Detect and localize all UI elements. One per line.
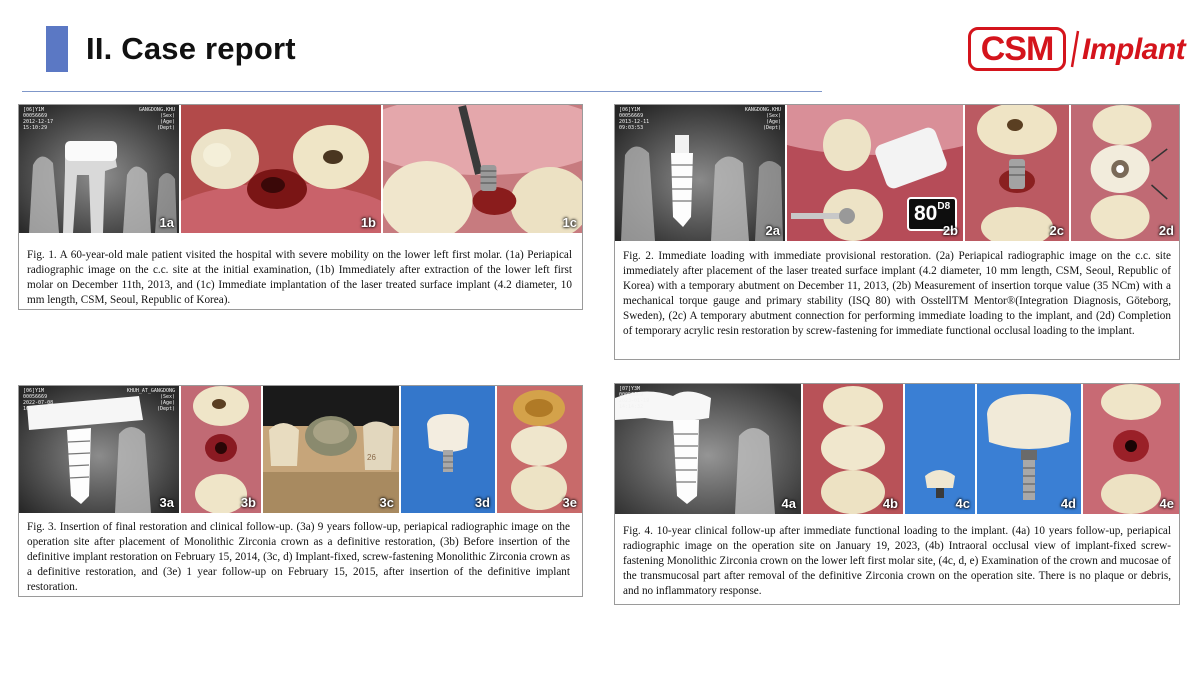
image-label-1a: 1a xyxy=(159,215,174,230)
title-accent-bar xyxy=(46,26,68,72)
xray-1a-info-left: [06]Y1M 00056669 2012-12-17 15:10:29 xyxy=(23,107,54,131)
figure-4b-photo xyxy=(803,384,903,514)
image-label-3a: 3a xyxy=(159,495,174,510)
image-label-4c: 4c xyxy=(955,496,970,511)
isq-unit: D8 xyxy=(937,201,951,212)
figure-3c-photo xyxy=(263,386,399,513)
figure-3-panel xyxy=(18,385,583,597)
figure-1c-photo xyxy=(383,105,582,233)
figure-2a-xray-image xyxy=(615,105,785,241)
image-label-3e: 3e xyxy=(562,495,577,510)
figure-2d-photo xyxy=(1071,105,1179,241)
image-label-2b: 2b xyxy=(942,223,958,238)
figure-3a-xray-image xyxy=(19,386,179,513)
figure-1a-xray-image xyxy=(19,105,179,233)
image-label-2d: 2d xyxy=(1158,223,1174,238)
title-divider xyxy=(22,91,822,92)
csm-implant-logo xyxy=(968,27,1186,75)
image-label-4b: 4b xyxy=(882,496,898,511)
figure-2-caption: Fig. 2. Immediate loading with immediate provisional restoration. (2a) Periapical radiographic image on the c.c. site immediately after placement of the laser treated surface implant (4.2 diameter, 10 mm length, CSM, Seoul, Republic of Korea) with a temporary abutment on December 11, 2013, (2b) Measurement of insertion torque value (35 NCm) with a mechanical torque gauge and primary stability (ISQ 80) with OsstellTM Mentor®(Integration Diagnosis, Göteborg, Sweden), (2c) A temporary abutment connection for performing immediate loading to the implant, and (2d) Completion of temporary acrylic resin restoration by screw-fastening for immediate functional occlusal loading to the implant. xyxy=(623,250,1171,337)
figure-4a-xray-image xyxy=(615,384,801,514)
xray-3a-info-right: KHUH_AT_GANGDONG (Sex) (Age) (Dept) xyxy=(126,388,175,412)
isq-value: 80 xyxy=(914,202,938,225)
xray-2a-info-left: [06]Y1M 00056669 2013-12-11 09:03:53 xyxy=(619,107,650,131)
image-label-1b: 1b xyxy=(360,215,376,230)
image-label-4e: 4e xyxy=(1159,496,1174,511)
figure-4d-photo xyxy=(977,384,1081,514)
xray-2a-info-right: KANGDONG.KHU (Sex) (Age) (Dept) xyxy=(744,107,781,131)
image-label-3d: 3d xyxy=(474,495,490,510)
image-label-4d: 4d xyxy=(1060,496,1076,511)
xray-3a-info-left: [06]Y1M 00056669 2022-07-08 10:21:07 xyxy=(23,388,54,412)
figure-1-caption: Fig. 1. A 60-year-old male patient visited the hospital with severe mobility on the lower left first molar. (1a) Periapical radiographic image on the c.c. site at the initial examination, (1b) Immediately after extraction of the lower left first molar on December 11th, 2013, and (1c) Immediate implantation of the laser treated surface implant (4.2 diameter, 10 mm length, CSM, Seoul, Republic of Korea). xyxy=(27,249,572,306)
figure-4-caption: Fig. 4. 10-year clinical follow-up after immediate functional loading to the implant. (4a) 10 years follow-up, periapical radiographic image on the operation site on January 19, 2023, (4b) Intraoral occlusal view of implant-fixed screw-fastening Monolithic Zirconia crown on the lower left first molar site, (4c, d, e) Examination of the crown and mucosae of the transmucosal part after removal of the definitive Zirconia crown on the operation site. There is no plaque or debris, and no inflammatory response. xyxy=(623,525,1171,597)
figure-3b-photo xyxy=(181,386,261,513)
logo-slash-icon xyxy=(1070,29,1080,69)
figure-3e-photo xyxy=(497,386,582,513)
xray-1a-info-right: GANGDONG.KHU (Sex) (Age) (Dept) xyxy=(138,107,175,131)
figure-2c-photo xyxy=(965,105,1069,241)
xray-4a-info-left: [07]Y3M 00056669 2023-01-19 14:14:32 xyxy=(619,386,650,410)
figure-1b-photo xyxy=(181,105,381,233)
figure-4-panel xyxy=(614,383,1180,605)
image-label-4a: 4a xyxy=(781,496,796,511)
figure-4c-photo xyxy=(905,384,975,514)
figure-2b-photo xyxy=(787,105,963,241)
figure-4e-photo xyxy=(1083,384,1179,514)
figure-2-panel xyxy=(614,104,1180,360)
svg-text:26: 26 xyxy=(367,453,376,462)
image-label-2c: 2c xyxy=(1049,223,1064,238)
image-label-3b: 3b xyxy=(240,495,256,510)
page-title: II. Case report xyxy=(86,31,296,66)
image-label-3c: 3c xyxy=(379,495,394,510)
figure-3d-photo xyxy=(401,386,495,513)
image-label-1c: 1c xyxy=(562,215,577,230)
figure-3-caption: Fig. 3. Insertion of final restoration and clinical follow-up. (3a) 9 years follow-up, periapical radiographic image on the operation site after placement of Monolithic Zirconia crown as a definitive restoration, (3b) Before insertion of the definitive implant restoration on February 15, 2014, (3c, d) Implant-fixed, screw-fastening Monolithic Zirconia crown as a definitive restoration, and (3e) 1 year follow-up on February 15, 2015, after insertion of the definitive implant restoration. xyxy=(27,521,570,593)
logo-csm-text: CSM xyxy=(968,27,1066,71)
logo-implant-text: Implant xyxy=(1082,33,1186,66)
figure-1-panel xyxy=(18,104,583,310)
image-label-2a: 2a xyxy=(765,223,780,238)
